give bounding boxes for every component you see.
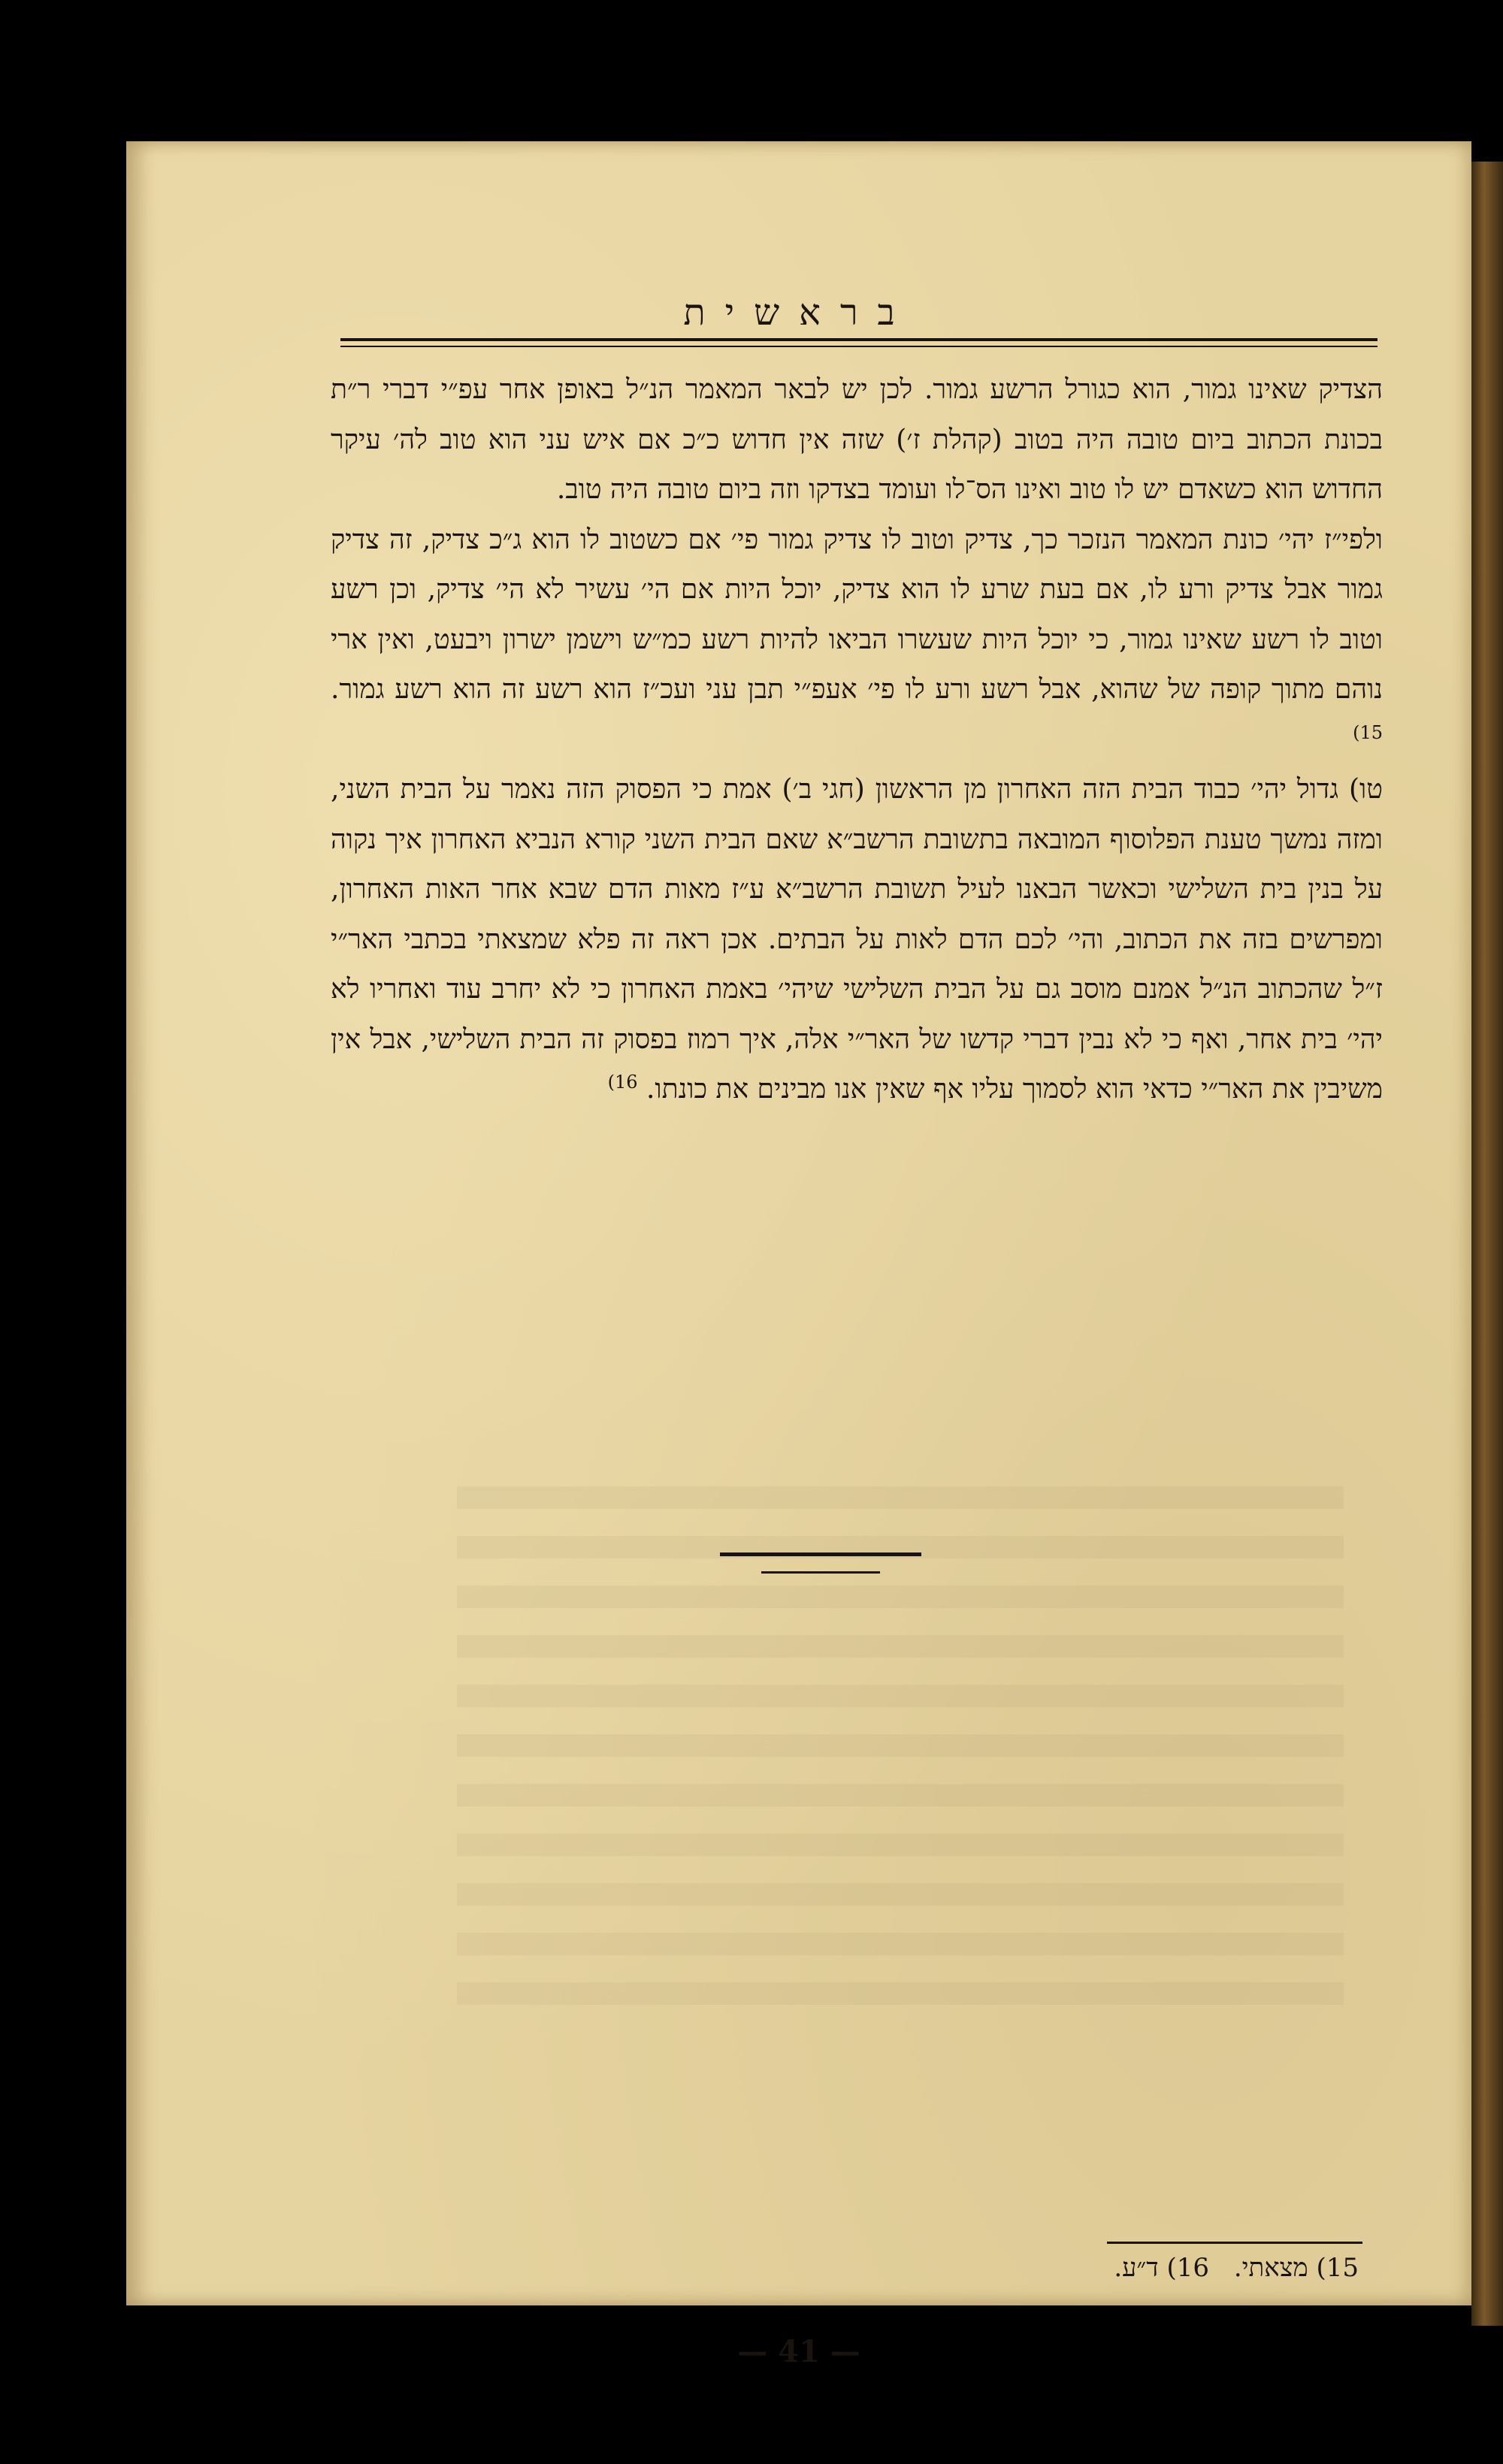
footnote-ref-15: 15) xyxy=(1353,721,1383,743)
book-page xyxy=(126,141,1471,2369)
paragraph-1 xyxy=(331,365,1383,515)
footnote-15-label: 15) xyxy=(1316,2253,1359,2283)
footnote-16-text: ד״ע. xyxy=(1114,2253,1159,2283)
header-rule-thick xyxy=(340,338,1377,341)
page-number: — 41 — xyxy=(737,2334,860,2369)
footnotes xyxy=(803,2253,1359,2283)
header-rule-thin xyxy=(340,346,1377,347)
footnote-16 xyxy=(1114,2253,1209,2283)
paragraph-3 xyxy=(331,765,1383,1115)
paragraph-1-text: הצדיק שאינו גמור, הוא כגורל הרשע גמור. לכן יש לבאר המאמר הנ״ל באופן אחר עפ״י דברי ר״ת בכונת הכתוב ביום טובה היה בטוב (קהלת ז׳) שזה אין חדוש כ״כ אם איש עני הוא טוב לה׳ עיקר החדוש הוא כשאדם יש לו טוב ואינו הס־לו ועומד בצדקו וזה ביום טובה היה טוב. xyxy=(331,374,1383,505)
show-through-text xyxy=(457,1486,1344,2012)
footnote-rule xyxy=(1107,2242,1362,2244)
footnote-ref-16: 16) xyxy=(607,1072,638,1093)
running-head: בראשית xyxy=(683,292,915,334)
main-text xyxy=(331,365,1383,1115)
paragraph-2 xyxy=(331,515,1383,766)
section-end-rule-short xyxy=(761,1571,880,1574)
footnote-15 xyxy=(1226,2253,1359,2283)
paragraph-2-text: ולפי״ז יהי׳ כונת המאמר הנזכר כך, צדיק וטוב לו צדיק גמור פי׳ אם כשטוב לו הוא ג״כ צדיק, זה צדיק גמור אבל צדיק ורע לו, אם בעת שרע לו הוא צדיק, יוכל היות אם הי׳ עשיר לא הי׳ צדיק, וכן רשע וטוב לו רשע שאינו גמור, כי יוכל היות שעשרו הביאו להיות רשע כמ״ש וישמן ישרון ויבעט, ואין ארי נוהם מתוך קופה של שהוא, אבל רשע ורע לו פי׳ אעפ״י תבן עני ועכ״ז הוא רשע זה הוא רשע גמור. xyxy=(331,524,1384,705)
book-binding xyxy=(1471,162,1503,2326)
footnote-16-label: 16) xyxy=(1166,2253,1209,2283)
footnote-15-text: מצאתי. xyxy=(1233,2253,1308,2283)
paragraph-3-text: טו) גדול יהי׳ כבוד הבית הזה האחרון מן הראשון (חגי ב׳) אמת כי הפסוק הזה נאמר על הבית השני, ומזה נמשך טענת הפלוסוף המובאה בתשובת הרשב״א שאם הבית השני קורא הנביא האחרון איך נקוה על בנין בית השלישי וכאשר הבאנו לעיל תשובת הרשב״א ע״ז מאות הדם שבא אחר האות האחרון, ומפרשים בזה את הכתוב, והי׳ לכם הדם לאות על הבתים. אכן ראה זה פלא שמצאתי בכתבי האר״י ז״ל שהכתוב הנ״ל אמנם מוסב גם על הבית השלישי שיהי׳ באמת האחרון כי לא יחרב עוד ואחריו לא יהי׳ בית אחר, ואף כי לא נבין דברי קדשו של האר״י אלה, איך רמוז בפסוק זה הבית השלישי, אבל אין משיבין את האר״י כדאי הוא לסמוך עליו אף שאין אנו מבינים את כונתו. xyxy=(331,774,1383,1105)
section-end-rule xyxy=(720,1552,921,1556)
